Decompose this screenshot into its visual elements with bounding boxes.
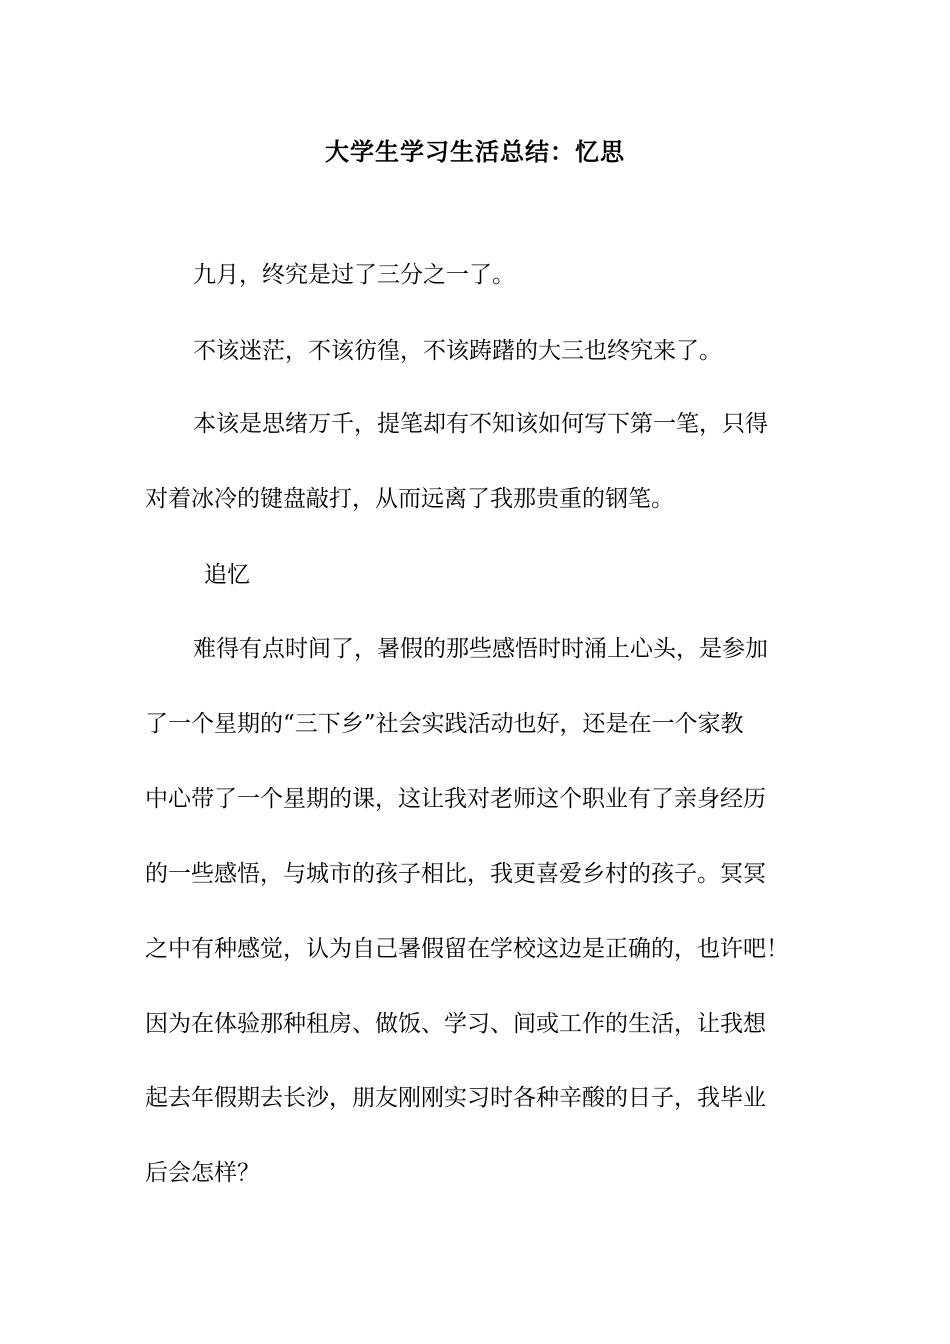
paragraph-line: 之中有种感觉，认为自己暑假留在学校这边是正确的，也许吧！	[145, 936, 789, 962]
document-title: 大学生学习生活总结：忆思	[325, 137, 625, 166]
paragraph-line: 了一个星期的“三下乡”社会实践活动也好，还是在一个家教	[145, 711, 744, 737]
paragraph-line: 起去年假期去长沙，朋友刚刚实习时各种辛酸的日子，我毕业	[145, 1085, 766, 1111]
paragraph-line: 中心带了一个星期的课，这让我对老师这个职业有了亲身经历	[145, 786, 766, 812]
paragraph-line: 的一些感悟，与城市的孩子相比，我更喜爱乡村的孩子。冥冥	[145, 861, 766, 887]
paragraph-line: 难得有点时间了，暑假的那些感悟时时涌上心头，是参加	[193, 636, 768, 662]
paragraph-line: 对着冰冷的键盘敲打，从而远离了我那贵重的钢笔。	[145, 486, 674, 512]
paragraph-line: 本该是思绪万千，提笔却有不知该如何写下第一笔，只得	[193, 411, 768, 437]
paragraph-line: 九月，终究是过了三分之一了。	[193, 262, 515, 288]
section-heading: 追忆	[204, 562, 250, 588]
paragraph-line: 后会怎样？	[145, 1160, 260, 1186]
paragraph-line: 因为在体验那种租房、做饭、学习、间或工作的生活，让我想	[145, 1011, 766, 1037]
paragraph-line: 不该迷茫，不该彷徨，不该踌躇的大三也终究来了。	[193, 338, 722, 364]
